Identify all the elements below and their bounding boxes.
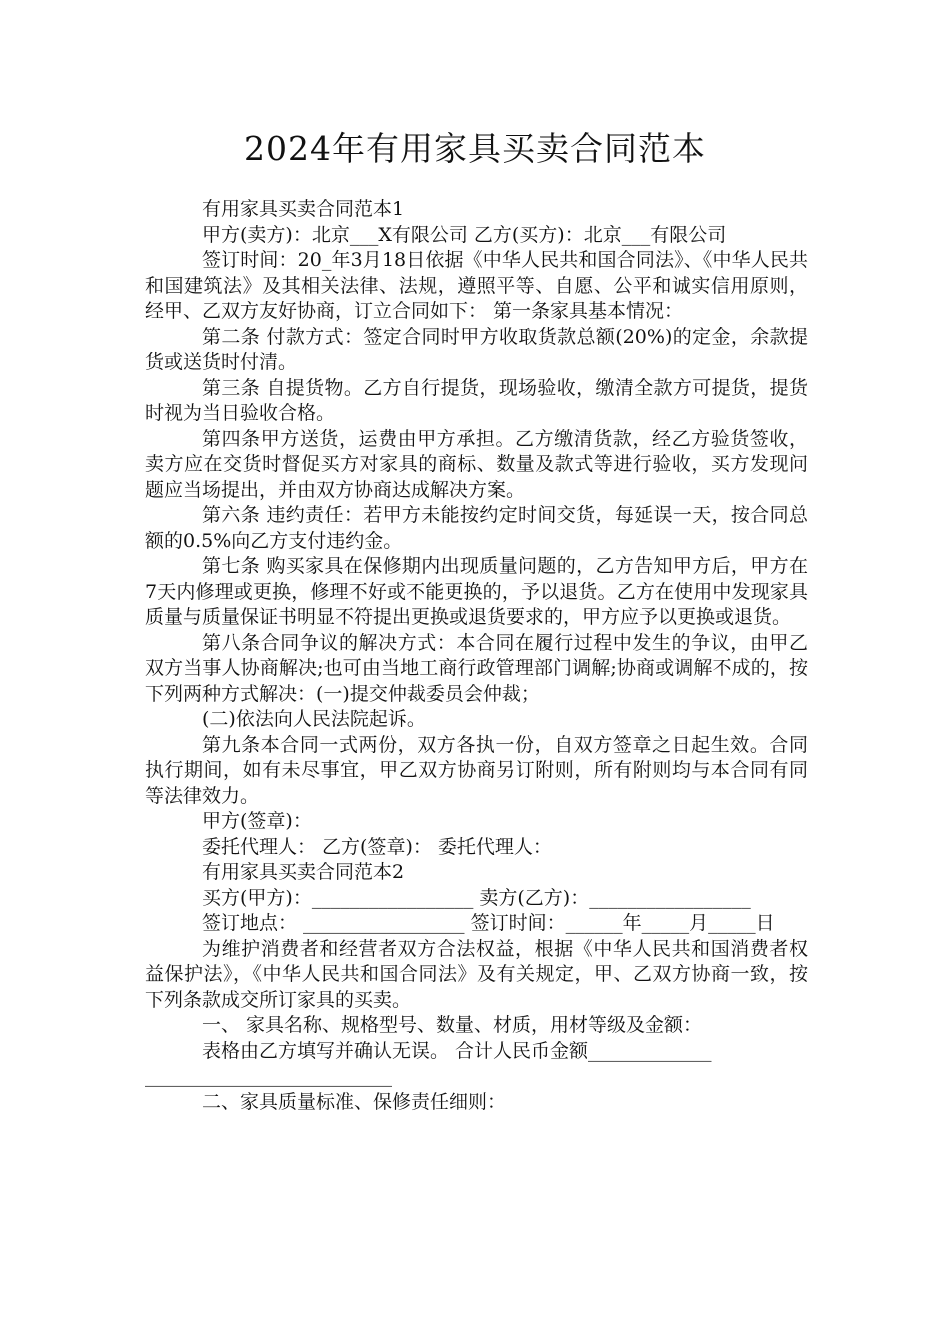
section-heading-1: 有用家具买卖合同范本1 (202, 198, 405, 220)
buyer-seller-line: 买方(甲方)：_________________ 卖方(乙方)：_________________ (202, 886, 751, 909)
parties-paragraph: 甲方(卖方)：北京___X有限公司 乙方(买方)：北京___有限公司 (202, 223, 727, 246)
place-time-line: 签订地点： _________________ 签订时间：______年_____月_____日 (202, 912, 775, 934)
article-2-paragraph: 第二条 付款方式：签定合同时甲方收取货款总额(20%)的定金，余款提货或送货时付清。 (145, 325, 808, 373)
article-8-option-2: (二)依法向人民法院起诉。 (202, 708, 426, 730)
signing-time-paragraph: 签订时间：20_年3月18日依据《中华人民共和国合同法》、《中华人民共和国建筑法》及其相关法律、法规，遵照平等、自愿、公平和诚实信用原则，经甲、乙双方友好协商，订立合同如下： 第一条家具基本情况： (145, 249, 808, 322)
agents-signature-line: 委托代理人： 乙方(签章)： 委托代理人： (202, 835, 552, 858)
article-4-paragraph: 第四条甲方送货，运费由甲方承担。乙方缴清货款，经乙方验货签收，卖方应在交货时督促买方对家具的商标、数量及款式等进行验收，买方发现问题应当场提出，并由双方协商达成解决方案。 (145, 427, 808, 501)
clause-1-heading: 一、 家具名称、规格型号、数量、材质，用材等级及金额： (202, 1014, 703, 1036)
table-note-line: 表格由乙方填写并确认无误。 合计人民币金额_____________ (202, 1039, 712, 1062)
party-a-signature-line: 甲方(签章)： (202, 810, 312, 832)
document-body (145, 197, 808, 1115)
article-3-paragraph: 第三条 自提货物。乙方自行提货，现场验收，缴清全款方可提货，提货时视为当日验收合格。 (145, 376, 808, 424)
preamble-paragraph: 为维护消费者和经营者双方合法权益，根据《中华人民共和国消费者权益保护法》，《中华人民共和国合同法》及有关规定，甲、乙双方协商一致，按下列条款成交所订家具的买卖。 (145, 937, 808, 1011)
article-8-paragraph: 第八条合同争议的解决方式：本合同在履行过程中发生的争议，由甲乙双方当事人协商解决;也可由当地工商行政管理部门调解;协商或调解不成的，按下列两种方式解决：(一)提交仲裁委员会仲裁； (145, 631, 808, 705)
section-heading-2: 有用家具买卖合同范本2 (202, 861, 405, 883)
article-7-paragraph: 第七条 购买家具在保修期内出现质量问题的，乙方告知甲方后，甲方在7天内修理或更换，修理不好或不能更换的，予以退货。乙方在使用中发现家具质量与质量保证书明显不符提出更换或退货要求的，甲方应予以更换或退货。 (145, 555, 808, 628)
clause-2-heading: 二、家具质量标准、保修责任细则： (202, 1090, 507, 1113)
document-title: 2024年有用家具买卖合同范本 (244, 129, 706, 168)
article-6-paragraph: 第六条 违约责任：若甲方未能按约定时间交货，每延误一天，按合同总额的0.5%向乙方支付违约金。 (145, 504, 808, 552)
article-9-paragraph: 第九条本合同一式两份，双方各执一份，自双方签章之日起生效。合同执行期间，如有未尽事宜，甲乙双方协商另订附则，所有附则均与本合同有同等法律效力。 (145, 733, 808, 807)
amount-continuation-line: __________________________ (145, 1065, 392, 1087)
